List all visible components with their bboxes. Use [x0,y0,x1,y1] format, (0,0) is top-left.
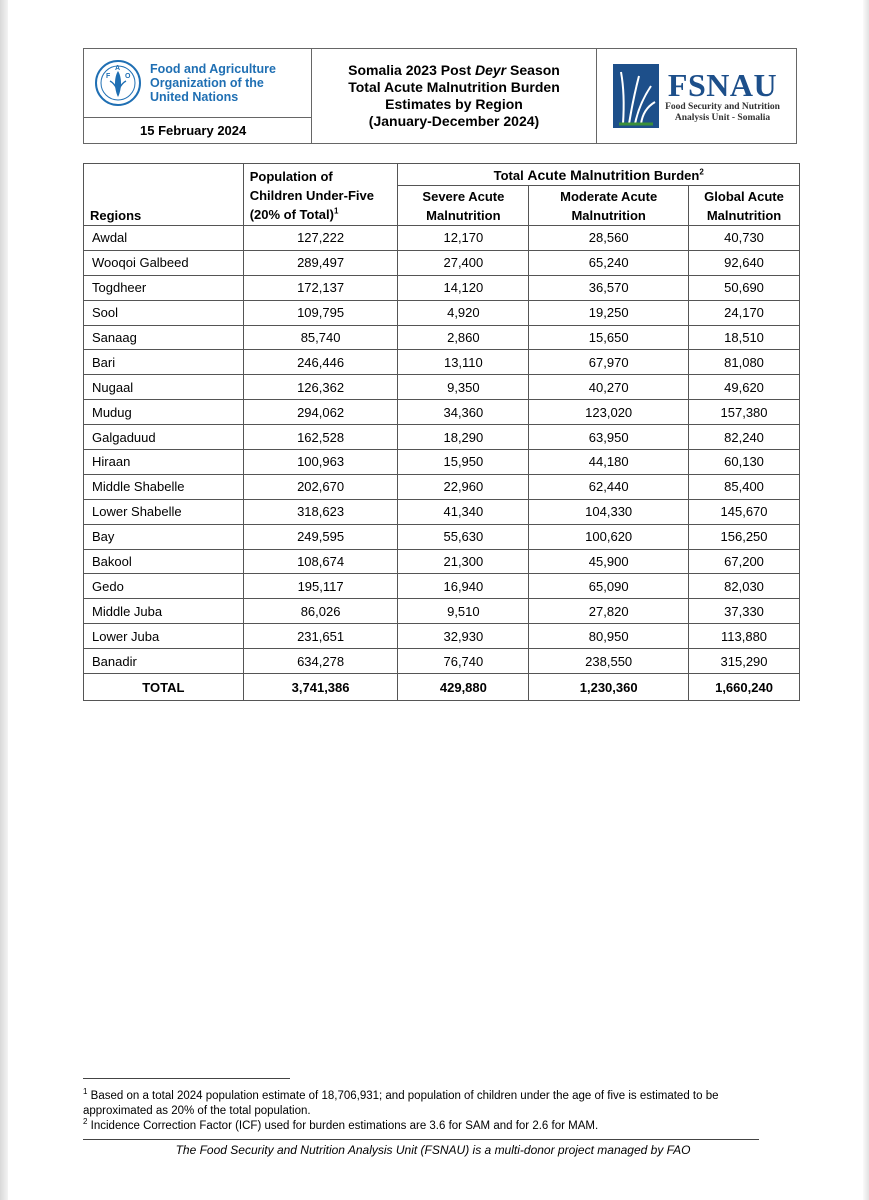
region-cell: Hiraan [84,450,244,475]
sam-cell: 32,930 [398,624,529,649]
header-regions: Regions [84,164,244,226]
region-cell: Bakool [84,549,244,574]
population-cell: 195,117 [243,574,398,599]
fao-name-line2: Organization of the [150,76,264,90]
gam-cell: 156,250 [689,524,800,549]
gam-cell: 315,290 [689,649,800,674]
header-sam-line2: Malnutrition [426,207,501,223]
mam-cell: 80,950 [529,624,689,649]
gam-cell: 18,510 [689,325,800,350]
footnote-ref-2: 2 [699,167,704,177]
sam-cell: 4,920 [398,300,529,325]
table-row [84,574,800,599]
title-line3: Estimates by Region [385,96,523,112]
table-row [84,275,800,300]
page-edge-shadow [0,0,8,1200]
region-cell: Lower Juba [84,624,244,649]
gam-cell: 50,690 [689,275,800,300]
region-cell: Bay [84,524,244,549]
sam-cell: 12,170 [398,226,529,251]
header-total-burden-pre: Total [493,167,528,183]
region-cell: Middle Juba [84,599,244,624]
footnote-1 [83,1089,783,1119]
population-cell: 127,222 [243,226,398,251]
gam-cell: 157,380 [689,400,800,425]
footer-divider [83,1139,759,1140]
sam-cell: 21,300 [398,549,529,574]
header-population-line3-text: (20% of Total) [249,207,334,222]
table-row [84,375,800,400]
total-label: TOTAL [84,674,244,701]
total-population: 3,741,386 [243,674,398,701]
total-sam: 429,880 [398,674,529,701]
table-total-row [84,674,800,701]
total-mam: 1,230,360 [529,674,689,701]
table-row [84,549,800,574]
mam-cell: 62,440 [529,474,689,499]
mam-cell: 40,270 [529,375,689,400]
header-total-burden [398,164,800,186]
region-cell: Lower Shabelle [84,499,244,524]
sam-cell: 14,120 [398,275,529,300]
table-row [84,474,800,499]
gam-cell: 24,170 [689,300,800,325]
table-row [84,450,800,475]
fao-name-line3: United Nations [150,90,239,104]
header-sam-line1: Severe Acute [422,188,505,204]
sam-cell: 27,400 [398,250,529,275]
region-cell: Middle Shabelle [84,474,244,499]
fsnau-name: FSNAU [667,67,778,103]
region-cell: Togdheer [84,275,244,300]
malnutrition-burden-table [83,163,800,701]
fsnau-subtitle-line2: Analysis Unit - Somalia [674,113,771,123]
population-cell: 86,026 [243,599,398,624]
header-gam [689,186,800,226]
sam-cell: 18,290 [398,425,529,450]
footnotes [83,1089,783,1134]
title-line1-post: Season [506,62,560,78]
gam-cell: 113,880 [689,624,800,649]
footnote-2 [83,1119,783,1134]
population-cell: 100,963 [243,450,398,475]
population-cell: 249,595 [243,524,398,549]
table-row [84,226,800,251]
gam-cell: 49,620 [689,375,800,400]
svg-text:A: A [115,65,121,72]
mam-cell: 100,620 [529,524,689,549]
region-cell: Mudug [84,400,244,425]
population-cell: 294,062 [243,400,398,425]
region-cell: Banadir [84,649,244,674]
mam-cell: 63,950 [529,425,689,450]
gam-cell: 82,030 [689,574,800,599]
gam-cell: 82,240 [689,425,800,450]
fao-name-line1: Food and Agriculture [150,62,276,76]
svg-text:F: F [106,73,111,80]
gam-cell: 81,080 [689,350,800,375]
table-body [84,226,800,674]
header-sam [398,186,529,226]
fao-block [84,49,311,117]
fsnau-block [597,49,796,143]
gam-cell: 145,670 [689,499,800,524]
sam-cell: 22,960 [398,474,529,499]
population-cell: 289,497 [243,250,398,275]
mam-cell: 238,550 [529,649,689,674]
table-row [84,499,800,524]
table-row [84,524,800,549]
mam-cell: 65,240 [529,250,689,275]
mam-cell: 44,180 [529,450,689,475]
table-row [84,649,800,674]
population-cell: 202,670 [243,474,398,499]
table-row [84,325,800,350]
table-row [84,350,800,375]
mam-cell: 45,900 [529,549,689,574]
population-cell: 109,795 [243,300,398,325]
title-line1 [348,62,560,79]
gam-cell: 40,730 [689,226,800,251]
fsnau-subtitle-line1: Food Security and Nutrition [665,102,780,112]
document-date: 15 February 2024 [84,117,311,143]
footnote-ref-1: 1 [333,206,339,216]
population-cell: 246,446 [243,350,398,375]
sam-cell: 34,360 [398,400,529,425]
sam-cell: 55,630 [398,524,529,549]
fao-logo-icon [94,59,142,107]
population-cell: 162,528 [243,425,398,450]
table-row [84,300,800,325]
table-row [84,624,800,649]
population-cell: 108,674 [243,549,398,574]
region-cell: Awdal [84,226,244,251]
header-left-panel [84,49,312,143]
title-line4: (January-December 2024) [368,113,540,129]
footer-note: The Food Security and Nutrition Analysis Unit (FSNAU) is a multi-donor project managed by FAO [175,1143,691,1157]
mam-cell: 15,650 [529,325,689,350]
footnote-2-text: Incidence Correction Factor (ICF) used for burden estimations are 3.6 for SAM and for 2.6 for MAM. [87,1120,599,1132]
fsnau-text [665,68,780,124]
header-total-burden-post: Burden [650,167,700,183]
region-cell: Sool [84,300,244,325]
header-population-line2: Children Under-Five [249,188,374,203]
region-cell: Nugaal [84,375,244,400]
document-title [312,49,597,143]
region-cell: Bari [84,350,244,375]
header-gam-line1: Global Acute [704,188,784,204]
gam-cell: 85,400 [689,474,800,499]
region-cell: Wooqoi Galbeed [84,250,244,275]
mam-cell: 65,090 [529,574,689,599]
region-cell: Sanaag [84,325,244,350]
region-cell: Gedo [84,574,244,599]
gam-cell: 60,130 [689,450,800,475]
mam-cell: 27,820 [529,599,689,624]
total-gam: 1,660,240 [689,674,800,701]
footnote-divider [83,1078,290,1079]
sam-cell: 16,940 [398,574,529,599]
footnote-1-text: Based on a total 2024 population estimate of 18,706,931; and population of children under the age of five is estimated to be approximated as 20% of the total population. [83,1090,719,1117]
population-cell: 126,362 [243,375,398,400]
gam-cell: 92,640 [689,250,800,275]
title-line1-pre: Somalia 2023 Post [348,62,475,78]
header-population-line3 [250,205,392,224]
mam-cell: 67,970 [529,350,689,375]
sam-cell: 76,740 [398,649,529,674]
header-mam-line1: Moderate Acute [560,188,658,204]
mam-cell: 104,330 [529,499,689,524]
sam-cell: 15,950 [398,450,529,475]
fsnau-logo-icon [613,64,659,128]
svg-text:O: O [125,73,131,80]
population-cell: 231,651 [243,624,398,649]
table-row [84,400,800,425]
sam-cell: 2,860 [398,325,529,350]
header-mam [529,186,689,226]
population-cell: 85,740 [243,325,398,350]
header-population-line1: Population of [249,169,333,184]
table-row [84,425,800,450]
mam-cell: 19,250 [529,300,689,325]
header-total-burden-big: Acute Malnutrition [527,166,651,183]
region-cell: Galgaduud [84,425,244,450]
table-row [84,599,800,624]
population-cell: 318,623 [243,499,398,524]
population-cell: 634,278 [243,649,398,674]
sam-cell: 9,510 [398,599,529,624]
mam-cell: 36,570 [529,275,689,300]
sam-cell: 13,110 [398,350,529,375]
mam-cell: 123,020 [529,400,689,425]
fao-name [150,62,276,104]
header-population [243,164,398,226]
title-line1-em: Deyr [475,62,507,78]
gam-cell: 67,200 [689,549,800,574]
sam-cell: 41,340 [398,499,529,524]
gam-cell: 37,330 [689,599,800,624]
page-edge-shadow-right [863,0,869,1200]
title-line2: Total Acute Malnutrition Burden [348,79,560,95]
header-gam-line2: Malnutrition [706,207,782,223]
footnote-1-number: 1 [83,1087,88,1097]
footnote-2-number: 2 [83,1117,88,1127]
sam-cell: 9,350 [398,375,529,400]
document-header [83,48,797,144]
population-cell: 172,137 [243,275,398,300]
mam-cell: 28,560 [529,226,689,251]
table-row [84,250,800,275]
header-mam-line2: Malnutrition [571,207,646,223]
